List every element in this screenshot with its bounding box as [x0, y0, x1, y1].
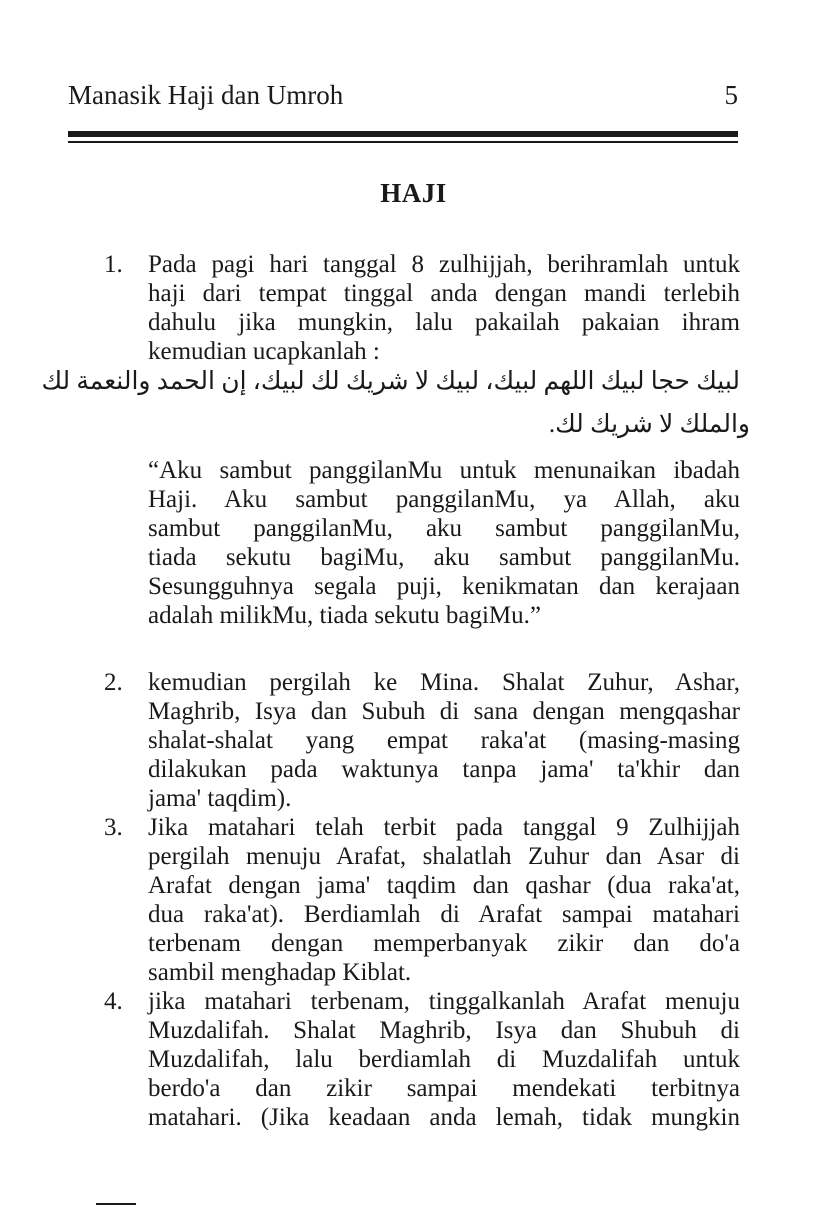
text-line: jika matahari terbenam, tinggalkanlah Arafat menuju: [148, 988, 740, 1015]
footnote-rule: [96, 1203, 136, 1205]
text-line: “Aku sambut panggilanMu untuk menunaikan ibadah: [148, 457, 740, 484]
text-line: pergilah menuju Arafat, shalatlah Zuhur dan Asar di: [148, 843, 740, 870]
header-rule-thick: [68, 131, 738, 137]
text-line: matahari. (Jika keadaan anda lemah, tidak mungkin: [148, 1104, 740, 1131]
text-line: Pada pagi hari tanggal 8 zulhijjah, berihramlah untuk: [148, 251, 740, 278]
text-line: kemudian ucapkanlah :: [148, 338, 380, 365]
talbiyah-translation: [148, 456, 740, 630]
list-item-number: 4.: [104, 988, 123, 1015]
text-line: dilakukan pada waktunya tanpa jama' ta'khir dan: [148, 756, 740, 783]
text-line: Muzdalifah. Shalat Maghrib, Isya dan Shubuh di: [148, 1017, 740, 1044]
text-line: sambil menghadap Kiblat.: [148, 959, 412, 986]
list-item-text: [148, 987, 740, 1132]
header-rule-thin: [68, 141, 738, 143]
list-item-text: [148, 250, 740, 366]
list-item-number: 3.: [104, 814, 123, 841]
page-number: 5: [724, 80, 738, 110]
list-item-number: 2.: [104, 669, 123, 696]
text-line: jama' taqdim).: [148, 785, 292, 812]
text-line: dua raka'at). Berdiamlah di Arafat sampai matahari: [148, 901, 740, 928]
page-header: [68, 80, 738, 116]
list-item-text: [148, 668, 740, 813]
text-line: shalat-shalat yang empat raka'at (masing-masing: [148, 727, 740, 754]
text-line: adalah milikMu, tiada sekutu bagiMu.”: [148, 602, 541, 629]
text-line: tiada sekutu bagiMu, aku sambut panggilanMu.: [148, 544, 740, 571]
running-title: Manasik Haji dan Umroh: [68, 80, 344, 110]
text-line: sambut panggilanMu, aku sambut panggilanMu,: [148, 515, 740, 542]
text-line: Sesungguhnya segala puji, kenikmatan dan kerajaan: [148, 573, 740, 600]
text-line: Jika matahari telah terbit pada tanggal 9 Zulhijjah: [148, 814, 740, 841]
list-item-text: [148, 813, 740, 987]
arabic-talbiyah-line-2: والملك لا شريك لك.: [548, 411, 750, 438]
text-line: terbenam dengan memperbanyak zikir dan do'a: [148, 930, 740, 957]
text-line: Maghrib, Isya dan Subuh di sana dengan mengqashar: [148, 698, 740, 725]
arabic-talbiyah-line-1: لبيك حجا لبيك اللهم لبيك، لبيك لا شريك لك لبيك، إن الحمد والنعمة لك: [41, 368, 740, 395]
text-line: Arafat dengan jama' taqdim dan qashar (dua raka'at,: [148, 872, 740, 899]
list-item-number: 1.: [104, 251, 123, 278]
text-line: dahulu jika mungkin, lalu pakailah pakaian ihram: [148, 309, 740, 336]
text-line: haji dari tempat tinggal anda dengan mandi terlebih: [148, 280, 740, 307]
text-line: Muzdalifah, lalu berdiamlah di Muzdalifah untuk: [148, 1046, 740, 1073]
text-line: Haji. Aku sambut panggilanMu, ya Allah, aku: [148, 486, 740, 513]
text-line: berdo'a dan zikir sampai mendekati terbitnya: [148, 1075, 740, 1102]
section-heading: HAJI: [380, 178, 447, 208]
text-line: kemudian pergilah ke Mina. Shalat Zuhur, Ashar,: [148, 669, 740, 696]
